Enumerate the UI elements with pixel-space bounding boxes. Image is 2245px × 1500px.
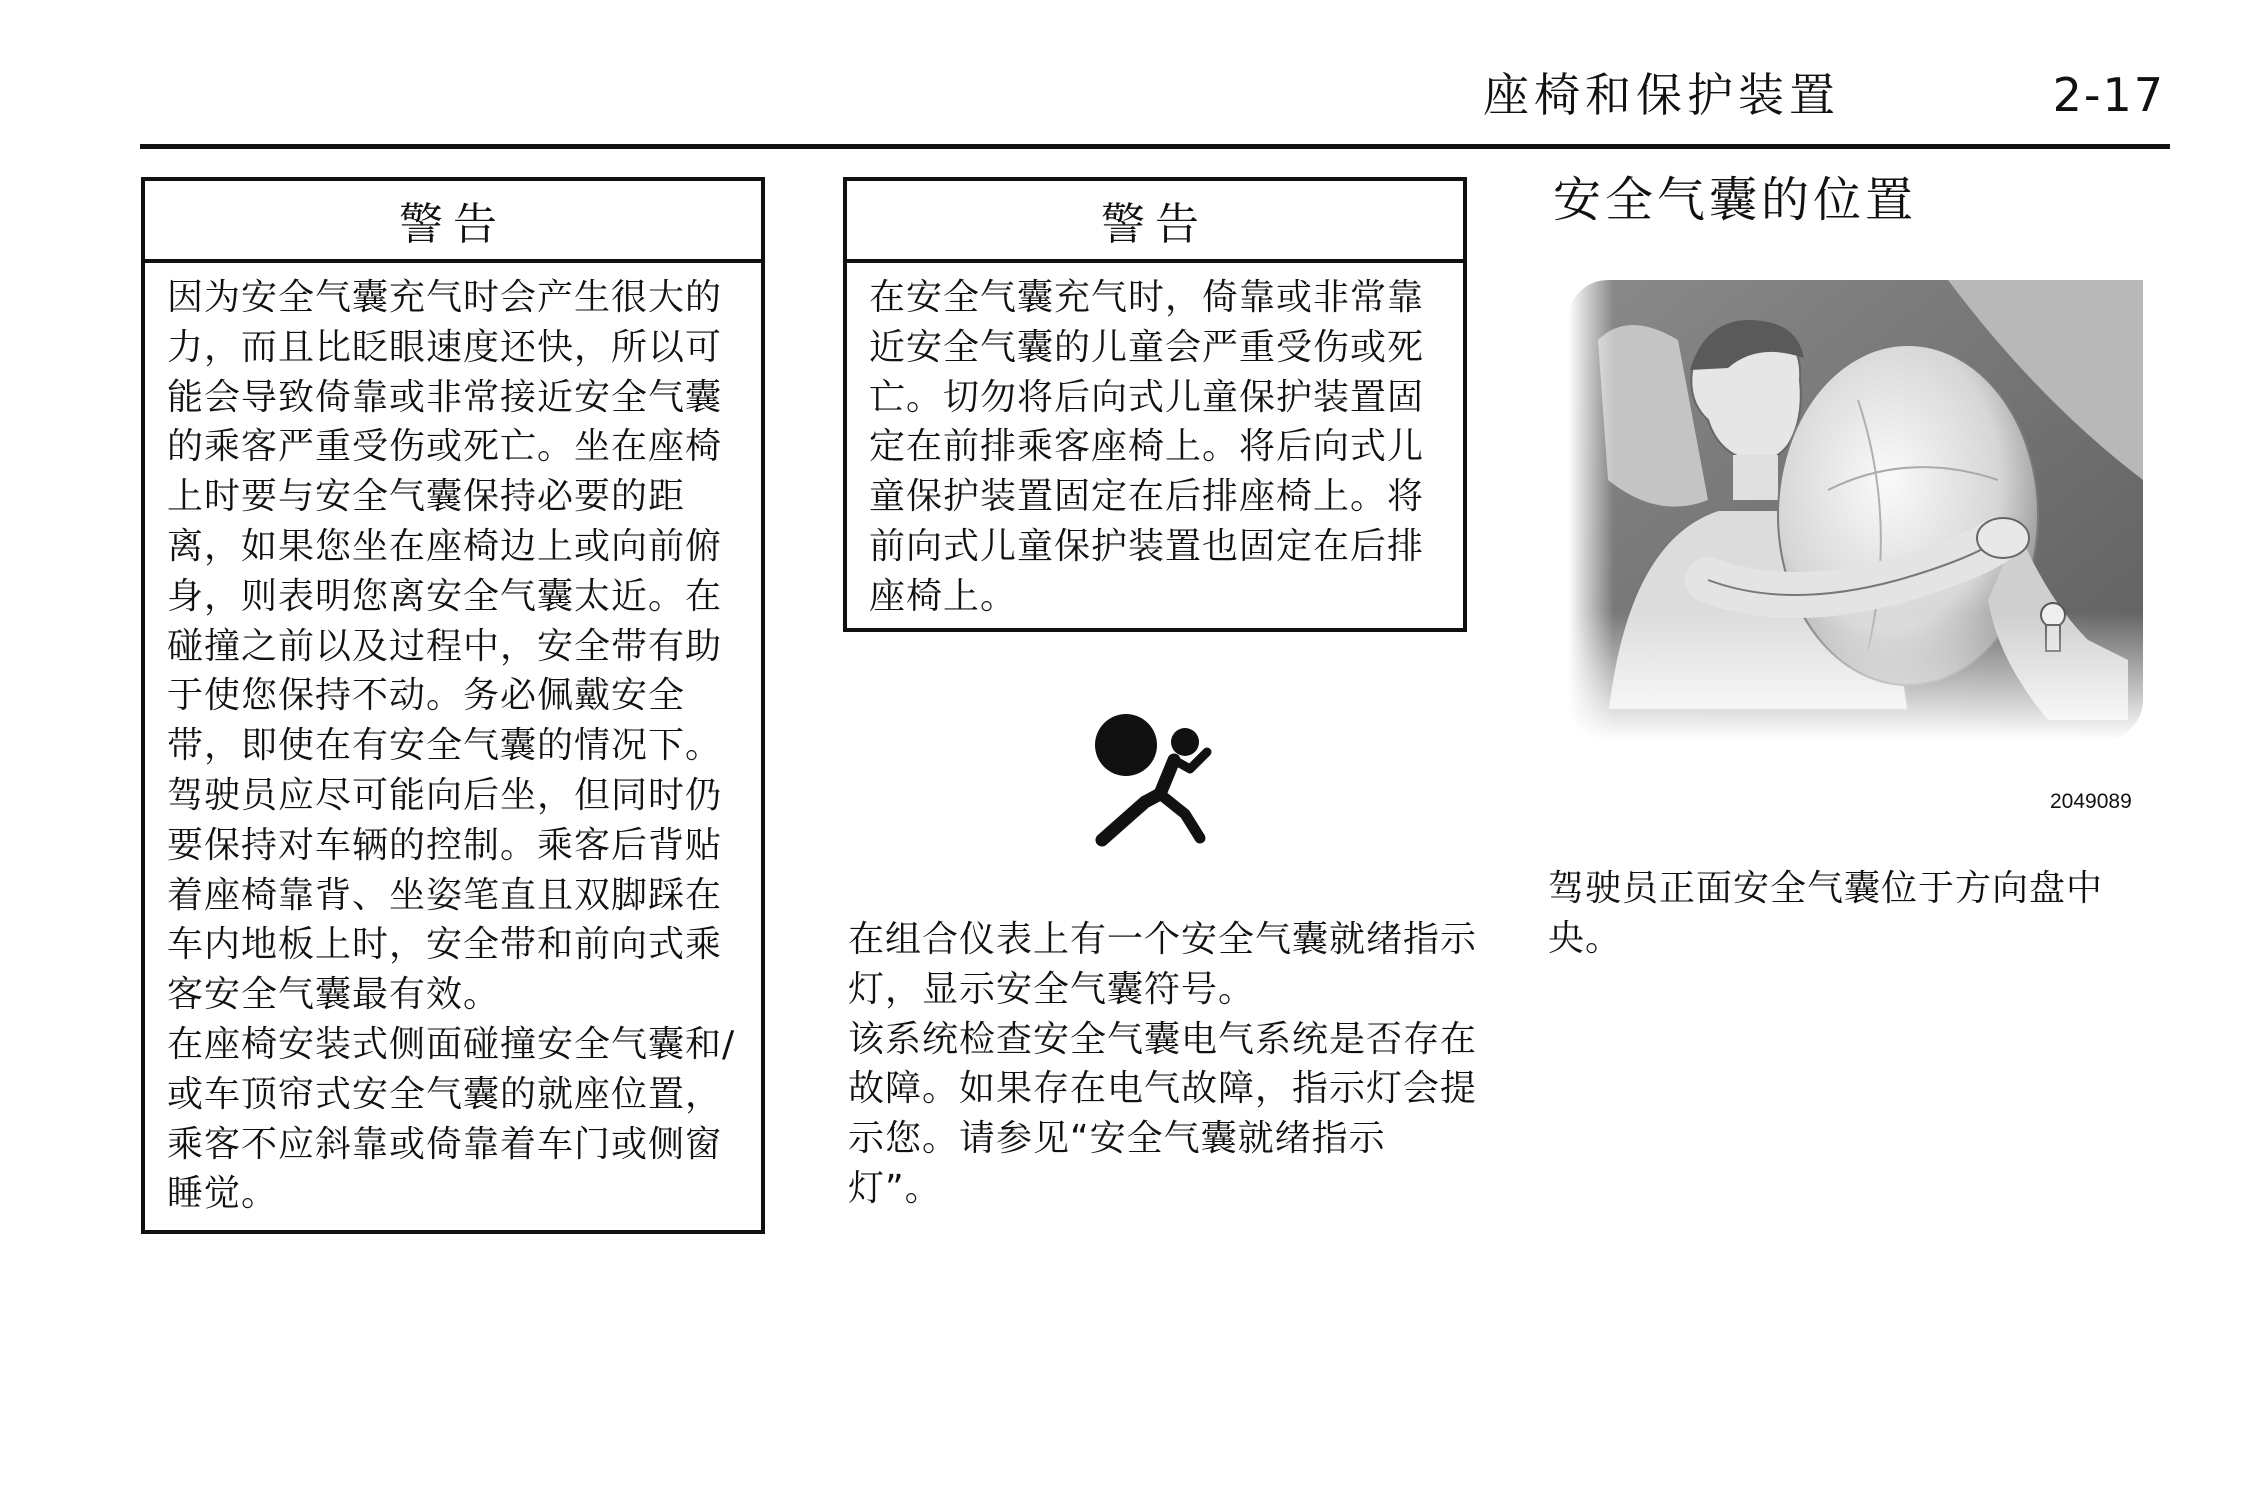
warning-body: [145, 263, 761, 1231]
section-heading: 安全气囊的位置: [1553, 172, 1918, 228]
driver-airbag-illustration: [1568, 280, 2143, 740]
warning-paragraph: 在安全气囊充气时，倚靠或非常靠近安全气囊的儿童会严重受伤或死亡。切勿将后向式儿童保护装置固定在前排乘客座椅上。将后向式儿童保护装置固定在后排座椅上。将前向式儿童保护装置也固定在后排座椅上。: [869, 277, 1425, 617]
running-header-title: 座椅和保护装置: [1483, 68, 1840, 122]
warning-paragraph: 因为安全气囊充气时会产生很大的力，而且比眨眼速度还快，所以可能会导致倚靠或非常接近安全气囊的乘客严重受伤或死亡。坐在座椅上时要与安全气囊保持必要的距离，如果您坐在座椅边上或向前俯身，则表明您离安全气囊太近。在碰撞之前以及过程中，安全带有助于使您保持不动。务必佩戴安全带，即使在有安全气囊的情况下。驾驶员应尽可能向后坐，但同时仍要保持对车辆的控制。乘客后背贴着座椅靠背、坐姿笔直且双脚踩在车内地板上时，安全带和前向式乘客安全气囊最有效。: [167, 277, 723, 1016]
header-rule: [140, 144, 2170, 149]
warning-title: 警告: [145, 181, 761, 263]
warning-title: 警告: [847, 181, 1463, 263]
body-paragraph: 驾驶员正面安全气囊位于方向盘中央。: [1548, 868, 2104, 959]
warning-box-child-seat: [843, 177, 1467, 632]
body-paragraph: 在组合仪表上有一个安全气囊就绪指示灯，显示安全气囊符号。: [848, 919, 1478, 1010]
indicator-description: [848, 915, 1478, 1214]
figure-id: 2049089: [2050, 790, 2132, 813]
page-number: 2-17: [2052, 68, 2165, 122]
warning-paragraph: 在座椅安装式侧面碰撞安全气囊和/或车顶帘式安全气囊的就座位置，乘客不应斜靠或倚靠着车门或侧窗睡觉。: [167, 1023, 736, 1215]
airbag-readiness-icon: [1090, 710, 1230, 855]
airbag-location-text: [1548, 864, 2148, 964]
warning-body: [847, 263, 1463, 634]
body-paragraph: 该系统检查安全气囊电气系统是否存在故障。如果存在电气故障，指示灯会提示您。请参见“安全气囊就绪指示灯”。: [848, 1018, 1478, 1209]
warning-box-airbag-distance: [141, 177, 765, 1234]
